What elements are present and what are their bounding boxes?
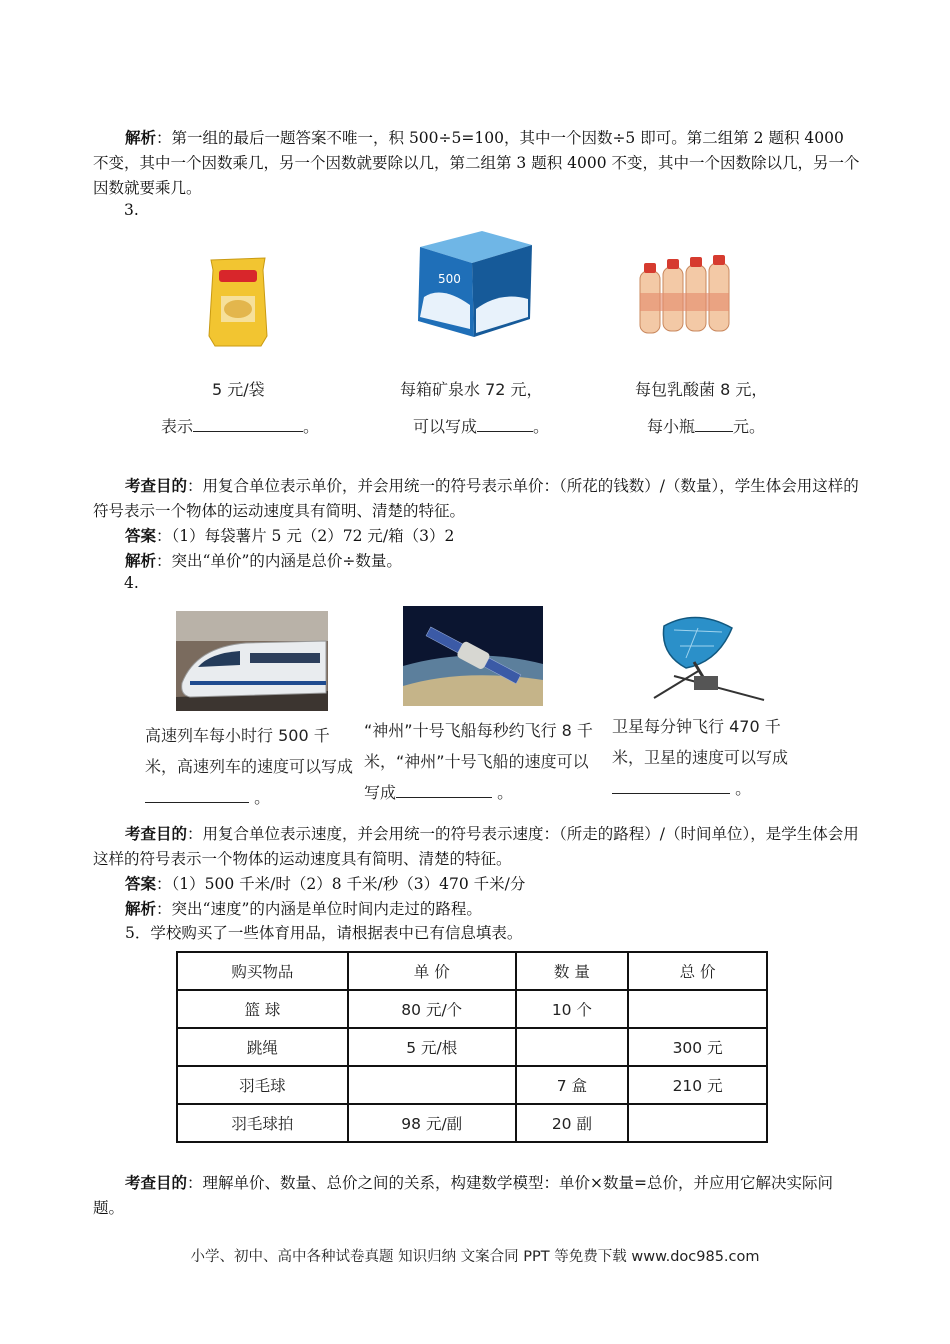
analysis-label: 解析: [125, 128, 157, 147]
answer-blank[interactable]: [193, 417, 303, 432]
table-cell: 7 盒: [516, 1066, 629, 1104]
q3-caption-3-line2: 每小瓶 元。: [647, 417, 766, 436]
analysis-paragraph: [93, 125, 863, 201]
answer-blank[interactable]: [477, 417, 533, 432]
q5-purpose: 考查目的：理解单价、数量、总价之间的关系，构建数学模型：单价×数量=总价，并应用它解决实际问题。: [93, 1173, 833, 1217]
page-footer: 小学、初中、高中各种试卷真题 知识归纳 文案合同 PPT 等免费下载 www.doc985.com: [190, 1249, 760, 1265]
q3-caption-1-line1: 5 元/袋: [212, 380, 265, 399]
question-number: 4.: [124, 574, 139, 592]
table-cell-blank[interactable]: [516, 1028, 629, 1066]
q3-caption-2-line1: 每箱矿泉水 72 元，: [400, 380, 543, 399]
table-row: [177, 1066, 767, 1104]
q4-analysis: 解析：突出“速度”的内涵是单位时间内走过的路程。: [125, 899, 482, 918]
q3-caption-2-line2: 可以写成 。: [413, 417, 550, 436]
water-box-icon: [412, 225, 536, 343]
table-cell-blank[interactable]: [628, 1104, 767, 1142]
table-row: [177, 1028, 767, 1066]
table-cell: 98 元/副: [348, 1104, 516, 1142]
q4-caption-2: “神州”十号飞船每秒约飞行 8 千米，“神州”十号飞船的速度可以写成 。: [364, 721, 593, 802]
satellite-icon: [634, 606, 774, 706]
q3-caption-1-line2: 表示 。: [161, 417, 320, 436]
table-cell: 羽毛球: [177, 1066, 348, 1104]
yogurt-bottles-icon: [636, 253, 736, 345]
train-icon: [176, 611, 328, 711]
q4-caption-3: 卫星每分钟飞行 470 千米，卫星的速度可以写成 。: [612, 717, 789, 798]
table-cell: 10 个: [516, 990, 629, 1028]
table-cell: 300 元: [628, 1028, 767, 1066]
table-cell: 210 元: [628, 1066, 767, 1104]
answer-blank[interactable]: [695, 417, 733, 432]
q3-purpose: 考查目的：用复合单位表示单价，并会用统一的符号表示单价：（所花的钱数）/（数量），学生体会用这样的符号表示一个物体的运动速度具有简明、清楚的特征。: [93, 476, 859, 520]
answer-blank[interactable]: [145, 788, 249, 803]
table-cell: 80 元/个: [348, 990, 516, 1028]
q3-analysis: 解析：突出“单价”的内涵是总价÷数量。: [125, 551, 402, 570]
table-header: 购买物品: [177, 952, 348, 990]
table-row: [177, 1104, 767, 1142]
q4-answer: 答案：（1）500 千米/时（2）8 千米/秒（3）470 千米/分: [125, 874, 526, 893]
q3-answer: 答案：（1）每袋薯片 5 元（2）72 元/箱（3）2: [125, 526, 455, 545]
table-header: 单 价: [348, 952, 516, 990]
question-number: 3.: [124, 201, 139, 219]
table-cell: 篮 球: [177, 990, 348, 1028]
table-cell-blank[interactable]: [348, 1066, 516, 1104]
table-header-row: [177, 952, 767, 990]
table-row: [177, 990, 767, 1028]
table-cell: 跳绳: [177, 1028, 348, 1066]
chips-bag-icon: [205, 256, 271, 348]
spacecraft-icon: [403, 606, 543, 706]
q4-purpose: 考查目的：用复合单位表示速度，并会用统一的符号表示速度：（所走的路程）/（时间单位），是学生体会用这样的符号表示一个物体的运动速度具有简明、清楚的特征。: [93, 824, 859, 868]
q4-caption-1: 高速列车每小时行 500 千米，高速列车的速度可以写成 。: [145, 726, 354, 807]
q5-title: 5．学校购买了一些体育用品，请根据表中已有信息填表。: [125, 924, 523, 942]
table-cell-blank[interactable]: [628, 990, 767, 1028]
answer-blank[interactable]: [612, 779, 730, 794]
table-header: 总 价: [628, 952, 767, 990]
q3-caption-3-line1: 每包乳酸菌 8 元，: [635, 380, 768, 399]
analysis-text: ：第一组的最后一题答案不唯一，积 500÷5=100，其中一个因数÷5 即可。第二组第 2 题积 4000 不变，其中一个因数乘几，另一个因数就要除以几，第二组第 3 题积 4000 不变，其中一个因数除以几，另一个因数就要乘几。: [93, 129, 860, 197]
table-header: 数 量: [516, 952, 629, 990]
table-cell: 羽毛球拍: [177, 1104, 348, 1142]
table-cell: 5 元/根: [348, 1028, 516, 1066]
svg-text:500: 500: [438, 272, 461, 286]
answer-blank[interactable]: [396, 783, 492, 798]
table-cell: 20 副: [516, 1104, 629, 1142]
purchase-table: [176, 951, 768, 1143]
